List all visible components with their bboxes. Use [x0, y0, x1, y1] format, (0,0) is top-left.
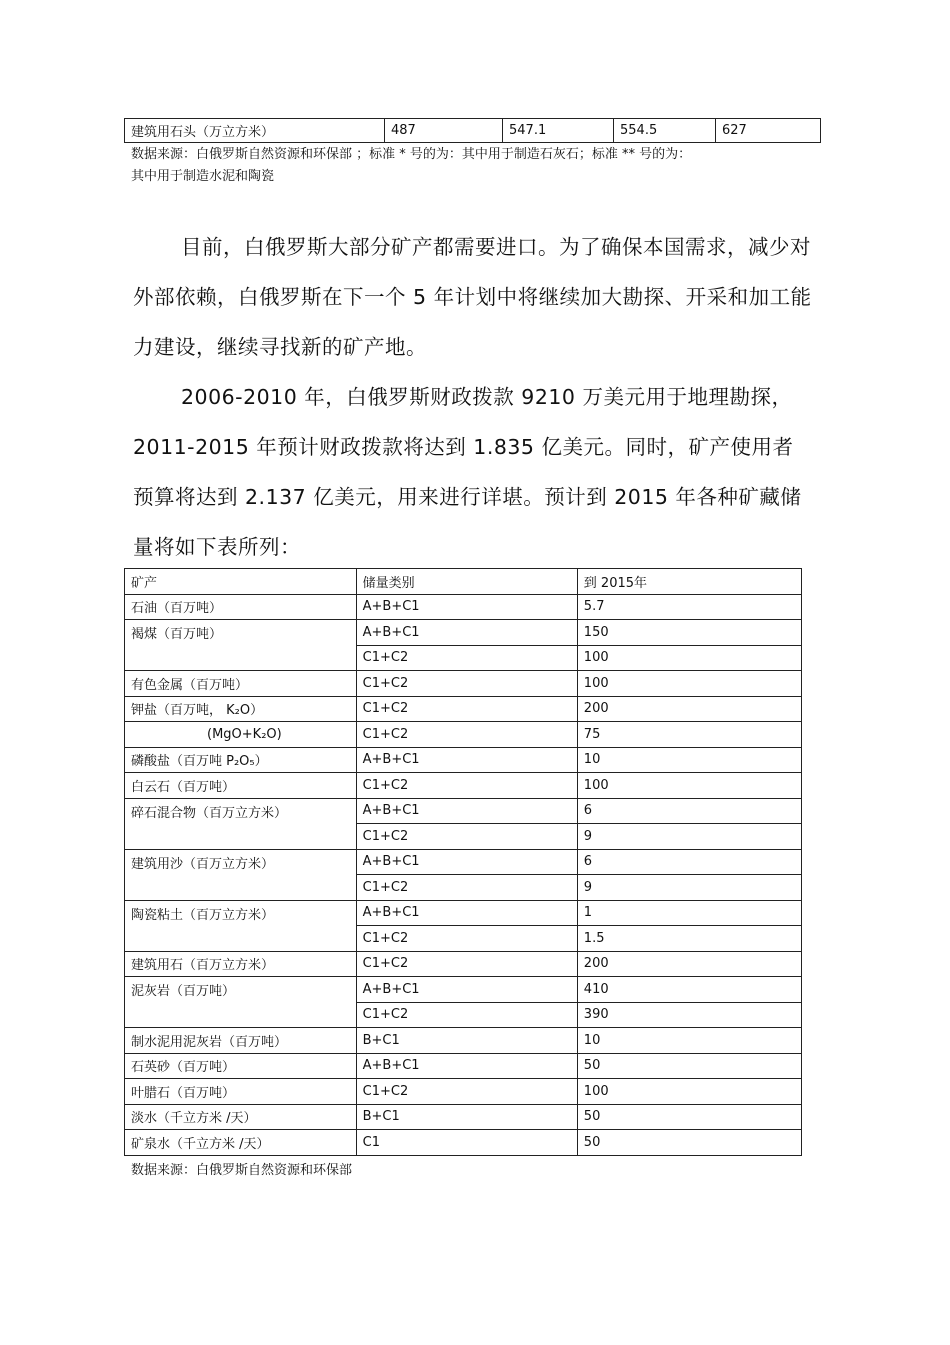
table-row: [125, 747, 802, 773]
source-note-continued: 其中用于制造水泥和陶瓷: [131, 169, 275, 184]
mineral-cell: 碎石混合物（百万立方米）: [125, 798, 357, 849]
category-cell: C1+C2: [356, 875, 577, 901]
column-header: 矿产: [125, 569, 357, 595]
table-row: [125, 119, 821, 143]
category-cell: C1+C2: [356, 773, 577, 799]
mineral-cell: 建筑用石（百万立方米）: [125, 951, 357, 977]
category-cell: C1+C2: [356, 645, 577, 671]
mineral-cell: 叶腊石（百万吨）: [125, 1079, 357, 1105]
value-cell: 50: [577, 1053, 801, 1079]
category-cell: A+B+C1: [356, 747, 577, 773]
value-cell: 390: [577, 1002, 801, 1028]
category-cell: A+B+C1: [356, 620, 577, 646]
table-row: [125, 620, 802, 646]
mineral-cell: 褐煤（百万吨）: [125, 620, 357, 671]
reserve-table: [124, 568, 802, 1156]
table-row: [125, 1028, 802, 1054]
table-row: [125, 1079, 802, 1105]
mineral-cell: 矿泉水（千立方米 /天）: [125, 1130, 357, 1156]
value-cell: 100: [577, 645, 801, 671]
value-cell: 100: [577, 773, 801, 799]
table-cell: 建筑用石头（万立方米）: [125, 119, 385, 143]
value-cell: 200: [577, 696, 801, 722]
mineral-cell: 淡水（千立方米 /天）: [125, 1104, 357, 1130]
value-cell: 50: [577, 1130, 801, 1156]
table-row: [125, 951, 802, 977]
table-row: [125, 849, 802, 875]
category-cell: C1+C2: [356, 671, 577, 697]
category-cell: C1+C2: [356, 926, 577, 952]
mineral-cell: 白云石（百万吨）: [125, 773, 357, 799]
mineral-cell: 钾盐（百万吨， K₂O）: [125, 696, 357, 722]
value-cell: 10: [577, 1028, 801, 1054]
value-cell: 1: [577, 900, 801, 926]
table-cell: 547.1: [503, 119, 614, 143]
value-cell: 100: [577, 671, 801, 697]
column-header: 储量类别: [356, 569, 577, 595]
category-cell: A+B+C1: [356, 977, 577, 1003]
category-cell: B+C1: [356, 1028, 577, 1054]
table-row: [125, 722, 802, 748]
table-cell: 627: [716, 119, 821, 143]
table-cell: 487: [385, 119, 503, 143]
category-cell: A+B+C1: [356, 900, 577, 926]
category-cell: A+B+C1: [356, 849, 577, 875]
mineral-cell: 石英砂（百万吨）: [125, 1053, 357, 1079]
mineral-cell: 磷酸盐（百万吨 P₂O₅）: [125, 747, 357, 773]
mineral-cell: 石油（百万吨）: [125, 594, 357, 620]
top-table: [124, 118, 821, 143]
value-cell: 1.5: [577, 926, 801, 952]
value-cell: 200: [577, 951, 801, 977]
mineral-cell: 泥灰岩（百万吨）: [125, 977, 357, 1028]
value-cell: 150: [577, 620, 801, 646]
category-cell: A+B+C1: [356, 798, 577, 824]
mineral-cell: 建筑用沙（百万立方米）: [125, 849, 357, 900]
table-row: [125, 773, 802, 799]
source-note: 数据来源：白俄罗斯自然资源和环保部 ；标准 * 号的为：其中用于制造石灰石；标准 ** 号的为：: [131, 147, 692, 162]
table-cell: 554.5: [614, 119, 716, 143]
value-cell: 9: [577, 824, 801, 850]
paragraph: 目前，白俄罗斯大部分矿产都需要进口。为了确保本国需求，减少对外部依赖，白俄罗斯在下一个 5 年计划中将继续加大勘探、开采和加工能力建设，继续寻找新的矿产地。: [133, 235, 812, 359]
value-cell: 6: [577, 849, 801, 875]
table-row: [125, 977, 802, 1003]
table-row: [125, 594, 802, 620]
mineral-cell: 制水泥用泥灰岩（百万吨）: [125, 1028, 357, 1054]
value-cell: 410: [577, 977, 801, 1003]
value-cell: 6: [577, 798, 801, 824]
category-cell: C1+C2: [356, 696, 577, 722]
mineral-cell: (MgO+K₂O): [125, 722, 357, 748]
mineral-cell: 陶瓷粘土（百万立方米）: [125, 900, 357, 951]
value-cell: 100: [577, 1079, 801, 1105]
source-note: 数据来源：白俄罗斯自然资源和环保部: [131, 1163, 353, 1178]
value-cell: 50: [577, 1104, 801, 1130]
category-cell: C1+C2: [356, 951, 577, 977]
body-text: [133, 222, 813, 572]
value-cell: 5.7: [577, 594, 801, 620]
category-cell: A+B+C1: [356, 594, 577, 620]
table-header-row: [125, 569, 802, 595]
mineral-cell: 有色金属（百万吨）: [125, 671, 357, 697]
category-cell: C1+C2: [356, 722, 577, 748]
paragraph: 2006-2010 年，白俄罗斯财政拨款 9210 万美元用于地理勘探，2011-2015 年预计财政拨款将达到 1.835 亿美元。同时，矿产使用者预算将达到 2.137 亿美元，用来进行详堪。预计到 2015 年各种矿藏储量将如下表所列：: [133, 385, 802, 559]
table-row: [125, 696, 802, 722]
category-cell: C1+C2: [356, 824, 577, 850]
table-row: [125, 671, 802, 697]
column-header: 到 2015年: [577, 569, 801, 595]
value-cell: 9: [577, 875, 801, 901]
value-cell: 10: [577, 747, 801, 773]
table-row: [125, 1104, 802, 1130]
category-cell: C1+C2: [356, 1079, 577, 1105]
category-cell: B+C1: [356, 1104, 577, 1130]
category-cell: C1: [356, 1130, 577, 1156]
table-row: [125, 1053, 802, 1079]
table-row: [125, 900, 802, 926]
table-row: [125, 798, 802, 824]
table-row: [125, 1130, 802, 1156]
category-cell: A+B+C1: [356, 1053, 577, 1079]
category-cell: C1+C2: [356, 1002, 577, 1028]
value-cell: 75: [577, 722, 801, 748]
